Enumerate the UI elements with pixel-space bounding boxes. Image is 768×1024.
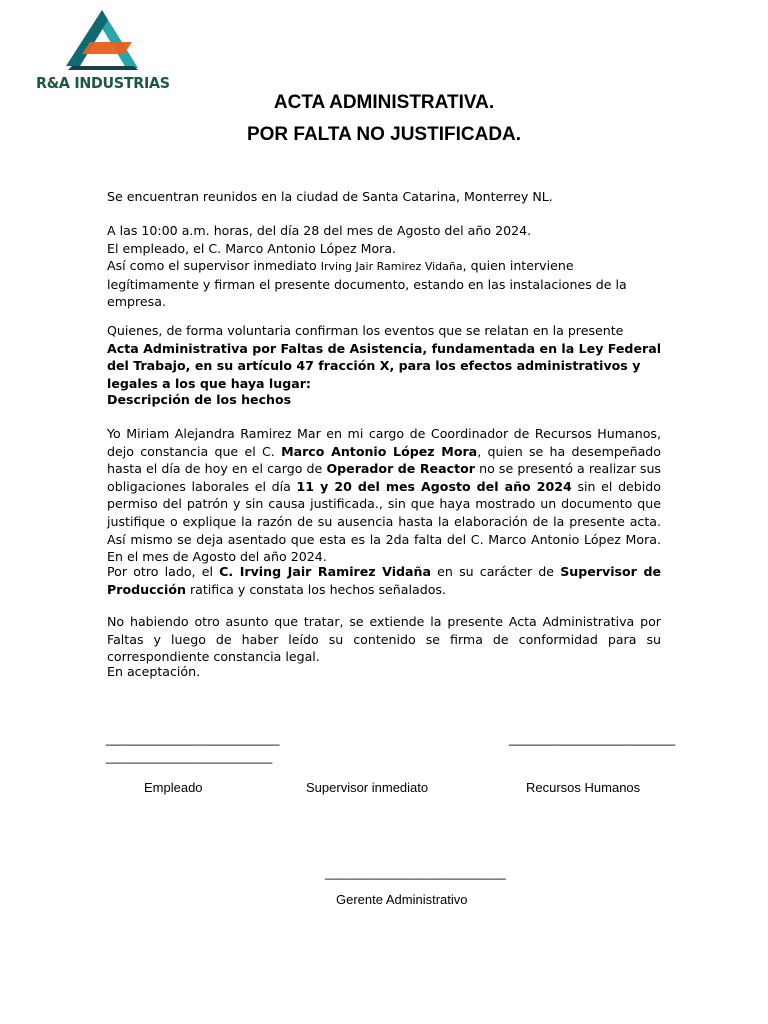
ratification-part-a: Por otro lado, el [107, 564, 220, 579]
legal-reference: , fundamentada en la Ley Federal del Trabajo, en su artículo 47 fracción X, para los efectos administrativos y legales a los que haya lugar: [107, 340, 662, 391]
paragraph-attendees [107, 222, 661, 311]
supervisor-intro: Así como el supervisor inmediato [107, 258, 321, 274]
acceptance-text: En aceptación. [107, 664, 201, 679]
location-text: Se encuentran reunidos en la ciudad de Santa Catarina, Monterrey NL. [107, 189, 553, 204]
document-subtitle: POR FALTA NO JUSTIFICADA. [246, 124, 522, 145]
ratification-text [107, 563, 661, 598]
supervisor-name: Irving Jair Ramirez Vidaña [320, 260, 463, 274]
employee-name: Marco Antonio López Mora [281, 443, 478, 459]
employee-text: El empleado, el C. Marco Antonio López Mora. [107, 240, 397, 256]
signature-line-rh: _______________________ [509, 731, 676, 746]
supervisor-text [107, 257, 661, 311]
facts-part-a: Yo Miriam Alejandra Ramirez Mar en mi cargo de Coordinador de Recursos Humanos, dejo constancia que el C. [107, 426, 661, 459]
employee-role: Operador de Reactor [326, 461, 475, 477]
signature-line-gerente: _________________________ [325, 865, 506, 880]
ratification-part-b: en su carácter de [431, 564, 561, 579]
facts-part-c: no se presentó a realizar sus obligaciones laborales el día [107, 461, 661, 494]
signature-line-supervisor: _______________________ [106, 749, 273, 764]
heading-hechos: Descripción de los hechos [107, 392, 292, 407]
ratification-part-c: ratifica y constata los hechos señalados. [185, 581, 446, 597]
paragraph-ratification [107, 563, 661, 598]
confirmation-line: Quienes, de forma voluntaria confirman los eventos que se relatan en la presente [107, 323, 624, 338]
closing-text: No habiendo otro asunto que tratar, se extiende la presente Acta Administrativa por Faltas y luego de haber leído su contenido se firma de conformidad para su correspondiente constancia legal. [107, 614, 661, 665]
label-recursos-humanos: Recursos Humanos [526, 780, 641, 795]
supervisor-full-name: C. Irving Jair Ramirez Vidaña [219, 564, 432, 579]
label-empleado: Empleado [144, 780, 203, 795]
document-title: ACTA ADMINISTRATIVA. [273, 92, 495, 113]
facts-text [107, 425, 661, 566]
signature-line-empleado: ________________________ [106, 731, 280, 746]
supervisor-rest: , quien interviene legítimamente y firman el presente documento, estando en las instalaciones de la empresa. [107, 258, 627, 310]
absence-dates: 11 y 20 del mes Agosto del año 2024 [296, 478, 572, 494]
company-logo [36, 8, 168, 94]
triangle-logo-icon [64, 8, 140, 70]
paragraph-confirmation [107, 322, 661, 392]
acta-type: Acta Administrativa por Faltas de Asistencia [107, 340, 423, 356]
facts-part-d: sin el debido permiso del patrón y sin causa justificada., sin que haya mostrado un documento que justifique o explique la razón de su ausencia hasta la elaboración de la presente acta. Así mismo se deja asentado que esta es la 2da falta del C. Marco Antonio López Mora. En el mes de Agosto del año 2024. [107, 478, 661, 565]
label-supervisor: Supervisor inmediato [306, 780, 429, 795]
paragraph-acceptance [107, 663, 661, 681]
section-heading [107, 391, 661, 409]
facts-part-b: , quien se ha desempeñado hasta el día de hoy en el cargo de [107, 443, 661, 477]
logo-text: R&A INDUSTRIAS [36, 74, 170, 92]
paragraph-location [107, 188, 661, 206]
paragraph-facts [107, 425, 661, 566]
label-gerente: Gerente Administrativo [336, 892, 468, 907]
paragraph-closing [107, 613, 661, 666]
legal-basis [107, 340, 661, 393]
datetime-text: A las 10:00 a.m. horas, del día 28 del mes de Agosto del año 2024. [107, 223, 532, 238]
supervisor-role: Supervisor de Producción [107, 564, 661, 597]
